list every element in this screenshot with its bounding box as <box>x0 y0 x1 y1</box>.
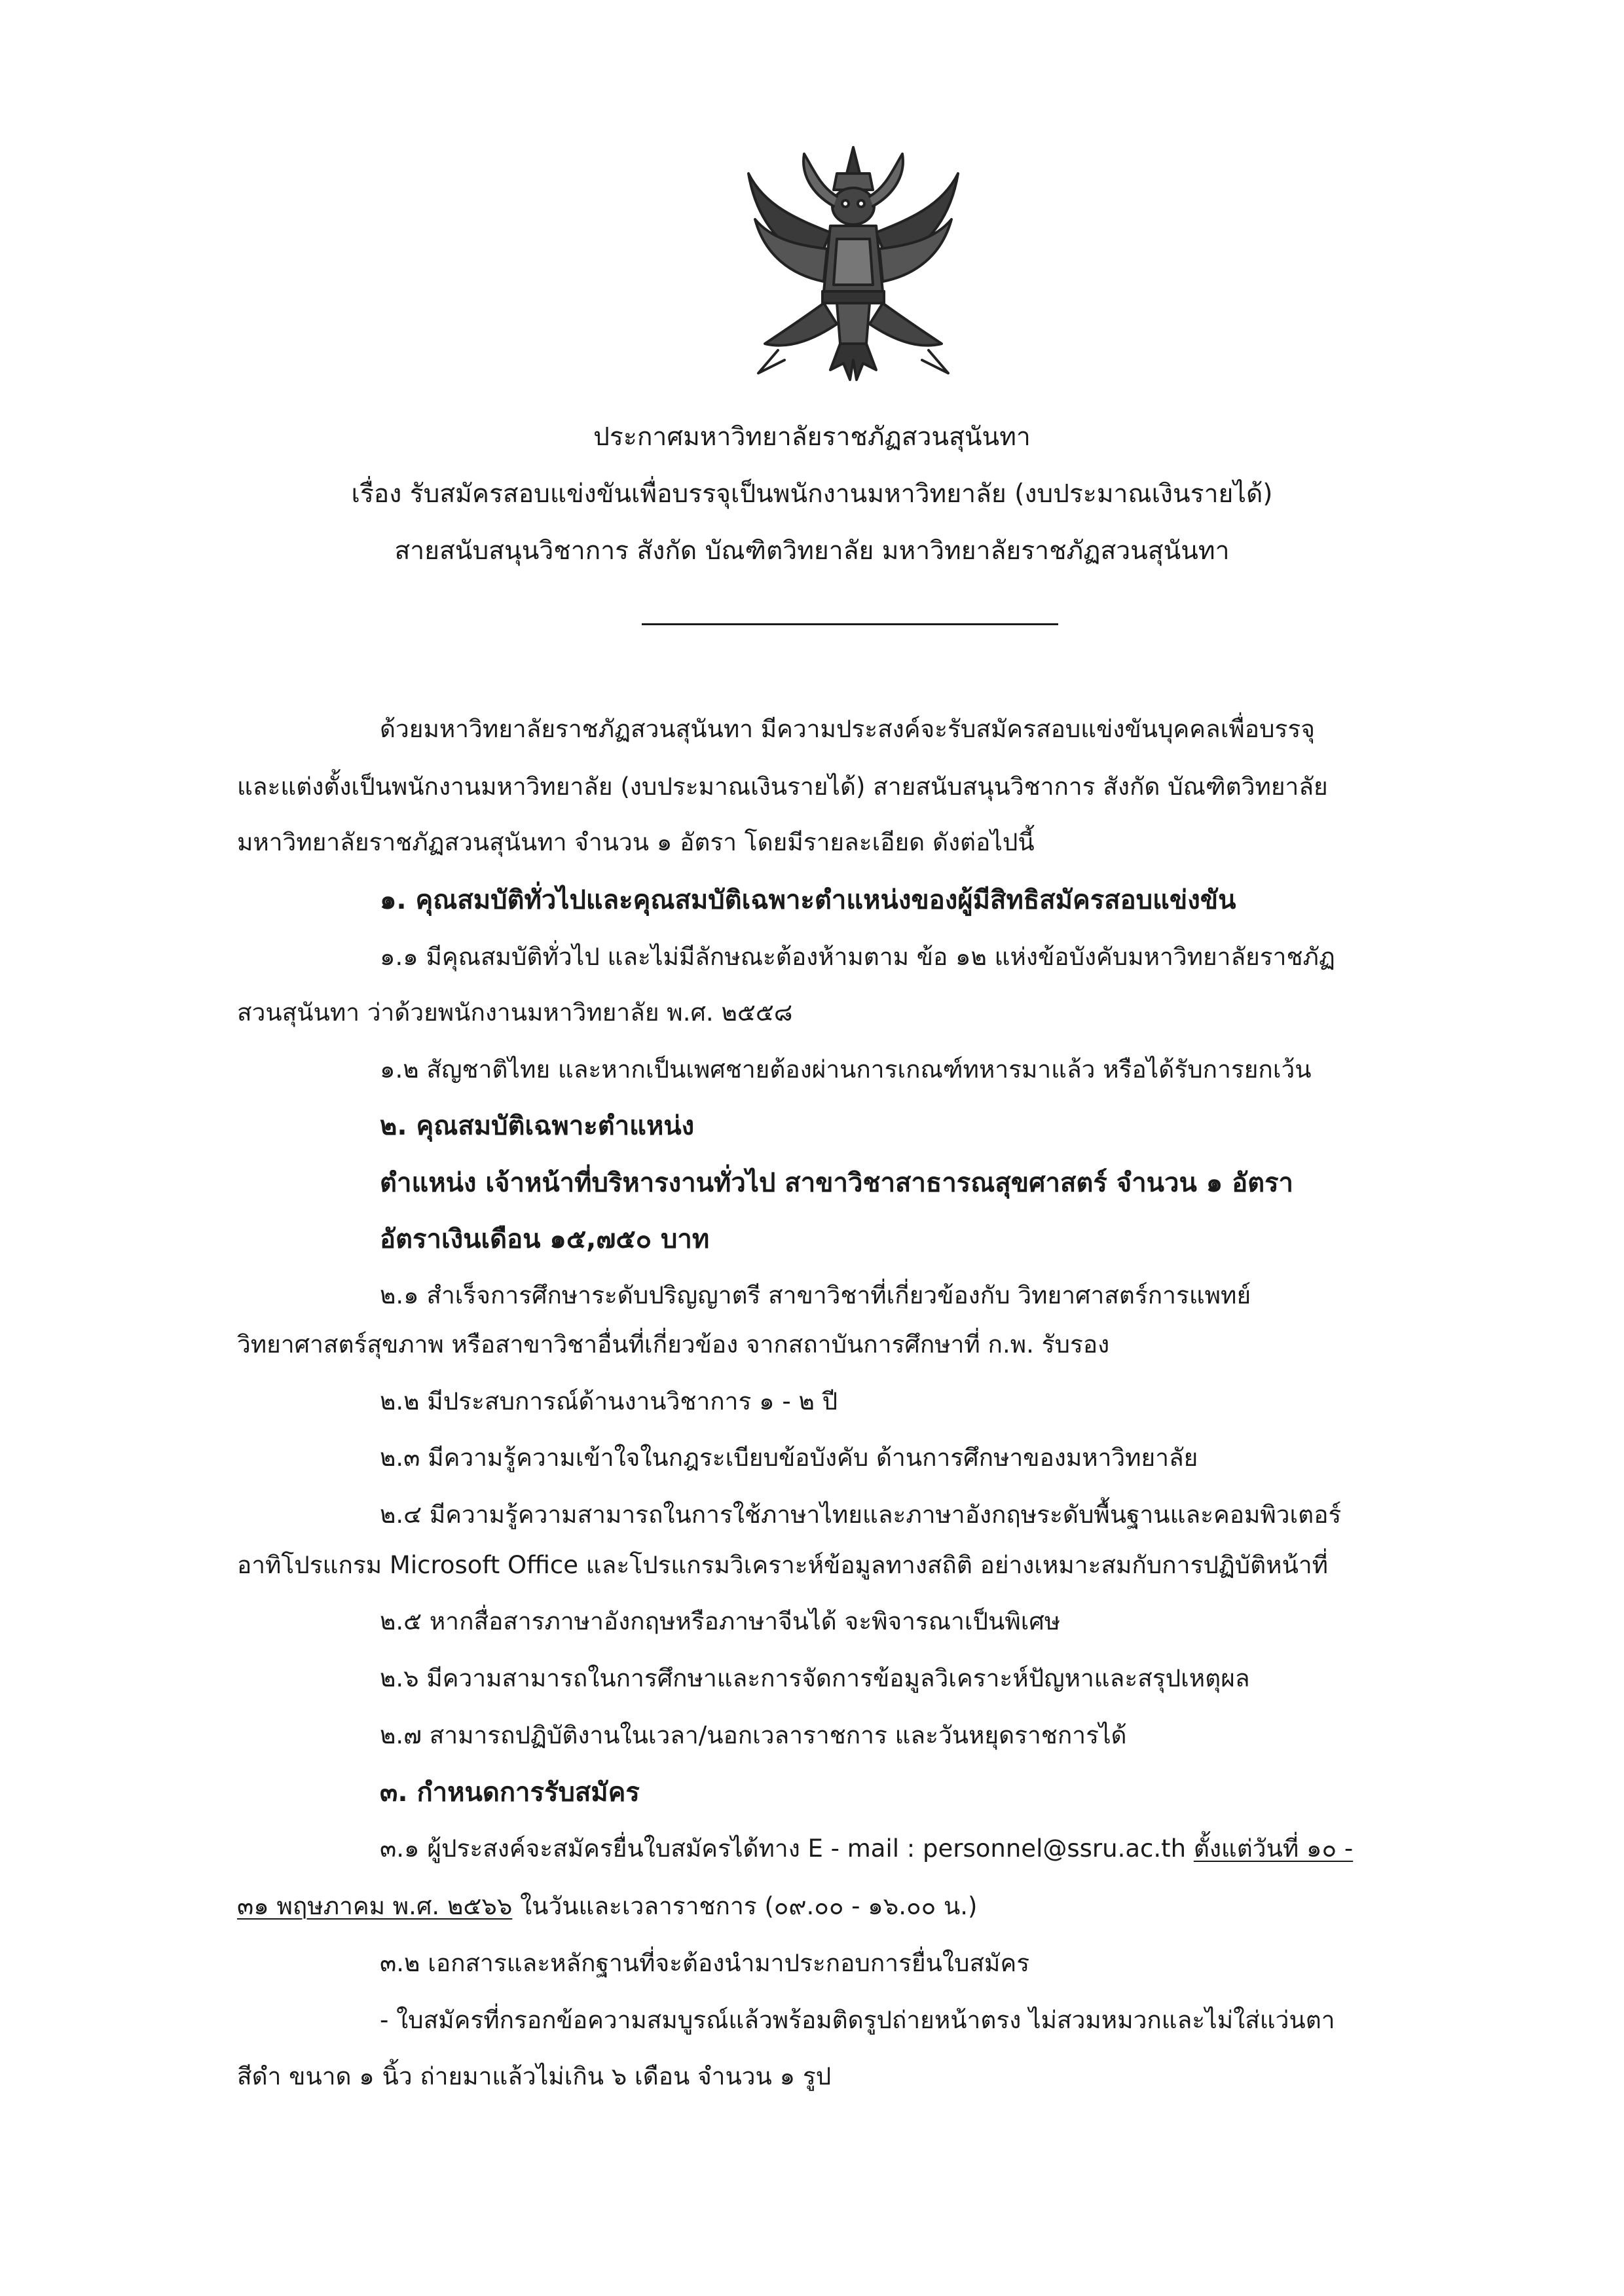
application-email-text: ๓.๑ ผู้ประสงค์จะสมัครยื่นใบสมัครได้ทาง E - mail : personnel@ssru.ac.th <box>380 1834 1194 1863</box>
paragraph-line <box>380 1836 1353 1861</box>
paragraph-line: สวนสุนันทา ว่าด้วยพนักงานมหาวิทยาลัย พ.ศ. ๒๕๕๘ <box>237 998 793 1027</box>
paragraph-line: ๑.๑ มีคุณสมบัติทั่วไป และไม่มีลักษณะต้องห้ามตาม ข้อ ๑๒ แห่งข้อบังคับมหาวิทยาลัยราชภัฏ <box>380 943 1335 971</box>
section-heading: ๓. กำหนดการรับสมัคร <box>380 1777 640 1808</box>
intro-line: ด้วยมหาวิทยาลัยราชภัฏสวนสุนันทา มีความประสงค์จะรับสมัครสอบแข่งขันบุคคลเพื่อบรรจุ <box>380 715 1315 743</box>
application-period-start: ตั้งแต่วันที่ ๑๐ - <box>1193 1834 1354 1863</box>
salary-line: อัตราเงินเดือน ๑๕,๗๕๐ บาท <box>380 1224 710 1254</box>
office-hours-text: ในวันและเวลาราชการ (๐๙.๐๐ - ๑๖.๐๐ น.) <box>512 1892 978 1920</box>
paragraph-line: อาทิโปรแกรม Microsoft Office และโปรแกรมวิเคราะห์ข้อมูลทางสถิติ อย่างเหมาะสมกับการปฏิบัติหน้าที่ <box>237 1551 1329 1579</box>
paragraph-line: ๒.๕ หากสื่อสารภาษาอังกฤษหรือภาษาจีนได้ จะพิจารณาเป็นพิเศษ <box>380 1607 1061 1635</box>
paragraph-line: ๒.๖ มีความสามารถในการศึกษาและการจัดการข้อมูลวิเคราะห์ปัญหาและสรุปเหตุผล <box>380 1664 1250 1692</box>
paragraph-line: ๒.๒ มีประสบการณ์ด้านงานวิชาการ ๑ - ๒ ปี <box>380 1387 838 1415</box>
paragraph-line: ๓.๒ เอกสารและหลักฐานที่จะต้องนำมาประกอบการยื่นใบสมัคร <box>380 1949 1030 1977</box>
application-period-end: ๓๑ พฤษภาคม พ.ศ. ๒๕๖๖ <box>237 1892 513 1920</box>
section-heading: ๑. คุณสมบัติทั่วไปและคุณสมบัติเฉพาะตำแหน่งของผู้มีสิทธิสมัครสอบแข่งขัน <box>380 885 1236 915</box>
intro-line: มหาวิทยาลัยราชภัฏสวนสุนันทา จำนวน ๑ อัตรา โดยมีรายละเอียด ดังต่อไปนี้ <box>237 828 1035 856</box>
paragraph-line: - ใบสมัครที่กรอกข้อความสมบูรณ์แล้วพร้อมติดรูปถ่ายหน้าตรง ไม่สวมหมวกและไม่ใส่แว่นตา <box>380 2006 1335 2034</box>
announcement-affiliation: สายสนับสนุนวิชาการ สังกัด บัณฑิตวิทยาลัย มหาวิทยาลัยราชภัฏสวนสุนันทา <box>394 536 1230 566</box>
paragraph-line: ๒.๗ สามารถปฏิบัติงานในเวลา/นอกเวลาราชการ และวันหยุดราชการได้ <box>380 1721 1127 1749</box>
garuda-emblem <box>739 134 968 386</box>
paragraph-line: ๑.๒ สัญชาติไทย และหากเป็นเพศชายต้องผ่านการเกณฑ์ทหารมาแล้ว หรือได้รับการยกเว้น <box>380 1055 1312 1084</box>
position-title: ตำแหน่ง เจ้าหน้าที่บริหารงานทั่วไป สาขาวิชาสาธารณสุขศาสตร์ จำนวน ๑ อัตรา <box>380 1168 1294 1198</box>
paragraph-line <box>237 1894 977 1918</box>
announcement-title: ประกาศมหาวิทยาลัยราชภัฏสวนสุนันทา <box>593 422 1031 452</box>
paragraph-line: สีดำ ขนาด ๑ นิ้ว ถ่ายมาแล้วไม่เกิน ๖ เดือน จำนวน ๑ รูป <box>237 2062 832 2090</box>
paragraph-line: ๒.๓ มีความรู้ความเข้าใจในกฎระเบียบข้อบังคับ ด้านการศึกษาของมหาวิทยาลัย <box>380 1444 1198 1472</box>
paragraph-line: วิทยาศาสตร์สุขภาพ หรือสาขาวิชาอื่นที่เกี่ยวข้อง จากสถาบันการศึกษาที่ ก.พ. รับรอง <box>237 1330 1110 1358</box>
intro-line: และแต่งตั้งเป็นพนักงานมหาวิทยาลัย (งบประมาณเงินรายได้) สายสนับสนุนวิชาการ สังกัด บัณฑิตวิทยาลัย <box>237 773 1328 801</box>
paragraph-line: ๒.๑ สำเร็จการศึกษาระดับปริญญาตรี สาขาวิชาที่เกี่ยวข้องกับ วิทยาศาสตร์การแพทย์ <box>380 1281 1251 1309</box>
header-divider <box>642 623 1058 625</box>
section-heading: ๒. คุณสมบัติเฉพาะตำแหน่ง <box>380 1111 695 1141</box>
announcement-subject: เรื่อง รับสมัครสอบแข่งขันเพื่อบรรจุเป็นพนักงานมหาวิทยาลัย (งบประมาณเงินรายได้) <box>351 479 1273 509</box>
paragraph-line: ๒.๔ มีความรู้ความสามารถในการใช้ภาษาไทยและภาษาอังกฤษระดับพื้นฐานและคอมพิวเตอร์ <box>380 1501 1342 1529</box>
